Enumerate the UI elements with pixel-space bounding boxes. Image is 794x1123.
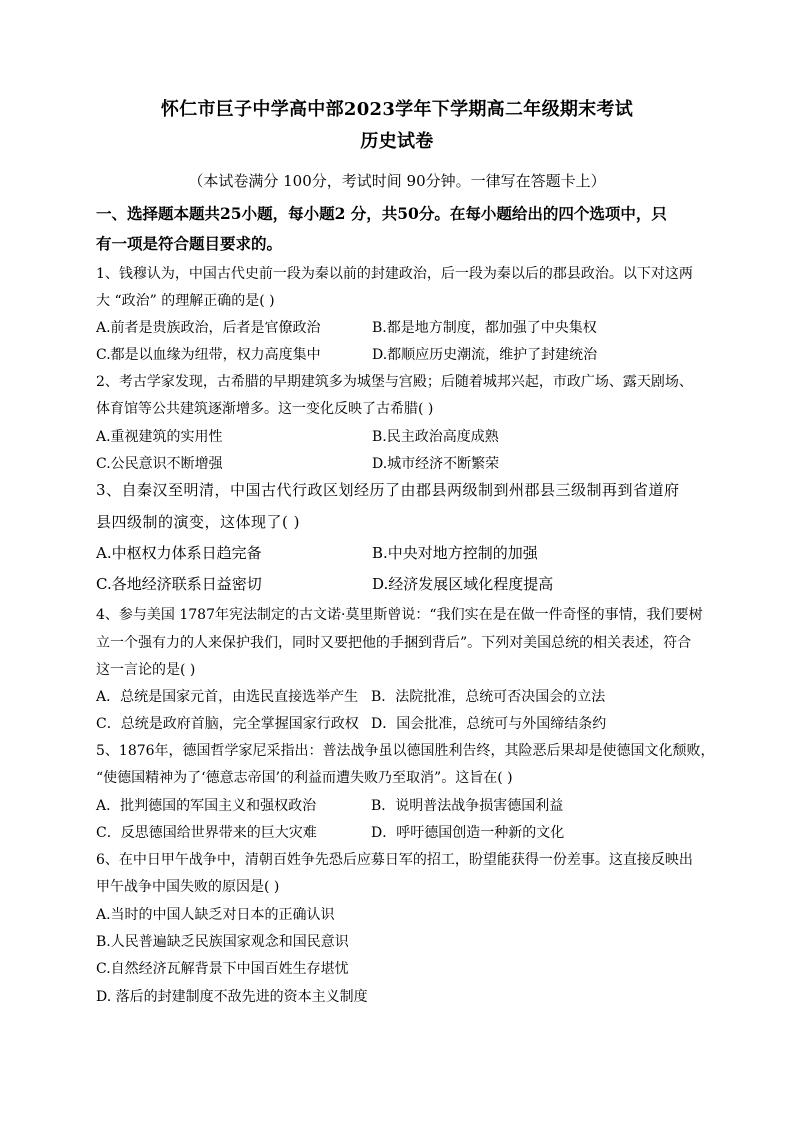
question-text-line: 1、钱穆认为，中国古代史前一段为秦以前的封建政治，后一段为秦以后的郡县政治。以下对这两 bbox=[96, 266, 693, 282]
option-c: C.各地经济联系日益密切 bbox=[96, 575, 262, 593]
question-text-line: “使德国精神为了‘德意志帝国’的利益而遭失败乃至取消”。这旨在( ) bbox=[96, 770, 513, 786]
option-a: A.当时的中国人缺乏对日本的正确认识 bbox=[96, 907, 335, 923]
option-d: D. 落后的封建制度不敌先进的资本主义制度 bbox=[96, 989, 368, 1005]
question-text-line: 2、考古学家发现，古希腊的早期建筑多为城堡与宫殿；后随着城邦兴起，市政广场、露天剧场、 bbox=[96, 374, 693, 390]
question-text-line: 甲午战争中国失败的原因是( ) bbox=[96, 879, 280, 895]
option-b: B.都是地方制度，都加强了中央集权 bbox=[372, 320, 597, 336]
option-c: C.自然经济瓦解背景下中国百姓生存堪忧 bbox=[96, 961, 349, 977]
question-text-line: 大 “政治” 的理解正确的是( ) bbox=[96, 293, 275, 309]
option-a: A．总统是国家元首，由选民直接选举产生 bbox=[96, 689, 359, 705]
option-b: B．法院批准，总统可否决国会的立法 bbox=[371, 689, 606, 705]
exam-title: 怀仁市巨子中学高中部2023学年下学期高二年级期末考试 bbox=[160, 99, 634, 120]
option-a: A.前者是贵族政治，后者是官僚政治 bbox=[96, 320, 321, 336]
option-c: C．反思德国给世界带来的巨大灾难 bbox=[96, 825, 317, 841]
question-text-line: 3、自秦汉至明清，中国古代行政区划经历了由郡县两级制到州郡县三级制再到省道府 bbox=[96, 481, 680, 499]
exam-subtitle: 历史试卷 bbox=[360, 131, 434, 152]
question-text-line: 立一个强有力的人来保护我们，同时又要把他的手捆到背后”。下列对美国总统的相关表述，符合 bbox=[96, 635, 692, 651]
option-c: C.都是以血缘为纽带，权力高度集中 bbox=[96, 347, 321, 363]
option-d: D．呼吁德国创造一种新的文化 bbox=[371, 825, 565, 841]
option-a: A．批判德国的军国主义和强权政治 bbox=[96, 798, 317, 814]
question-text-line: 县四级制的演变，这体现了( ) bbox=[96, 513, 300, 531]
option-b: B.民主政治高度成熟 bbox=[372, 429, 499, 445]
exam-note: （本试卷满分 100分，考试时间 90分钟。一律写在答题卡上） bbox=[188, 172, 606, 190]
option-c: C．总统是政府首脑，完全掌握国家行政权 bbox=[96, 716, 359, 732]
option-b: B．说明普法战争损害德国利益 bbox=[371, 798, 564, 814]
section-heading-line-2: 有一项是符合题目要求的。 bbox=[96, 234, 283, 253]
option-d: D.城市经济不断繁荣 bbox=[372, 456, 500, 472]
option-d: D．国会批准，总统可与外国缔结条约 bbox=[371, 716, 607, 732]
option-b: B.中央对地方控制的加强 bbox=[372, 544, 538, 562]
option-b: B.人民普遍缺乏民族国家观念和国民意识 bbox=[96, 934, 349, 950]
option-a: A.重视建筑的实用性 bbox=[96, 429, 223, 445]
question-text-line: 4、参与美国 1787年宪法制定的古文诺·莫里斯曾说：“我们实在是在做一件奇怪的事情，我们要树 bbox=[96, 607, 703, 623]
section-heading-line-1: 一、选择题本题共25小题，每小题2 分，共50分。在每小题给出的四个选项中，只 bbox=[96, 204, 667, 223]
question-text-line: 5、1876年，德国哲学家尼采指出：普法战争虽以德国胜利告终，其险恶后果却是使德国文化颓败， bbox=[96, 743, 715, 759]
option-c: C.公民意识不断增强 bbox=[96, 456, 223, 472]
option-d: D.都顺应历史潮流，维护了封建统治 bbox=[372, 347, 598, 363]
option-d: D.经济发展区域化程度提高 bbox=[372, 575, 554, 593]
question-text-line: 6、在中日甲午战争中，清朝百姓争先恐后应募日军的招工，盼望能获得一份差事。这直接反映出 bbox=[96, 852, 693, 868]
option-a: A.中枢权力体系日趋完备 bbox=[96, 544, 262, 562]
question-text-line: 体育馆等公共建筑逐渐增多。这一变化反映了古希腊( ) bbox=[96, 401, 434, 417]
question-text-line: 这一言论的是( ) bbox=[96, 662, 196, 678]
